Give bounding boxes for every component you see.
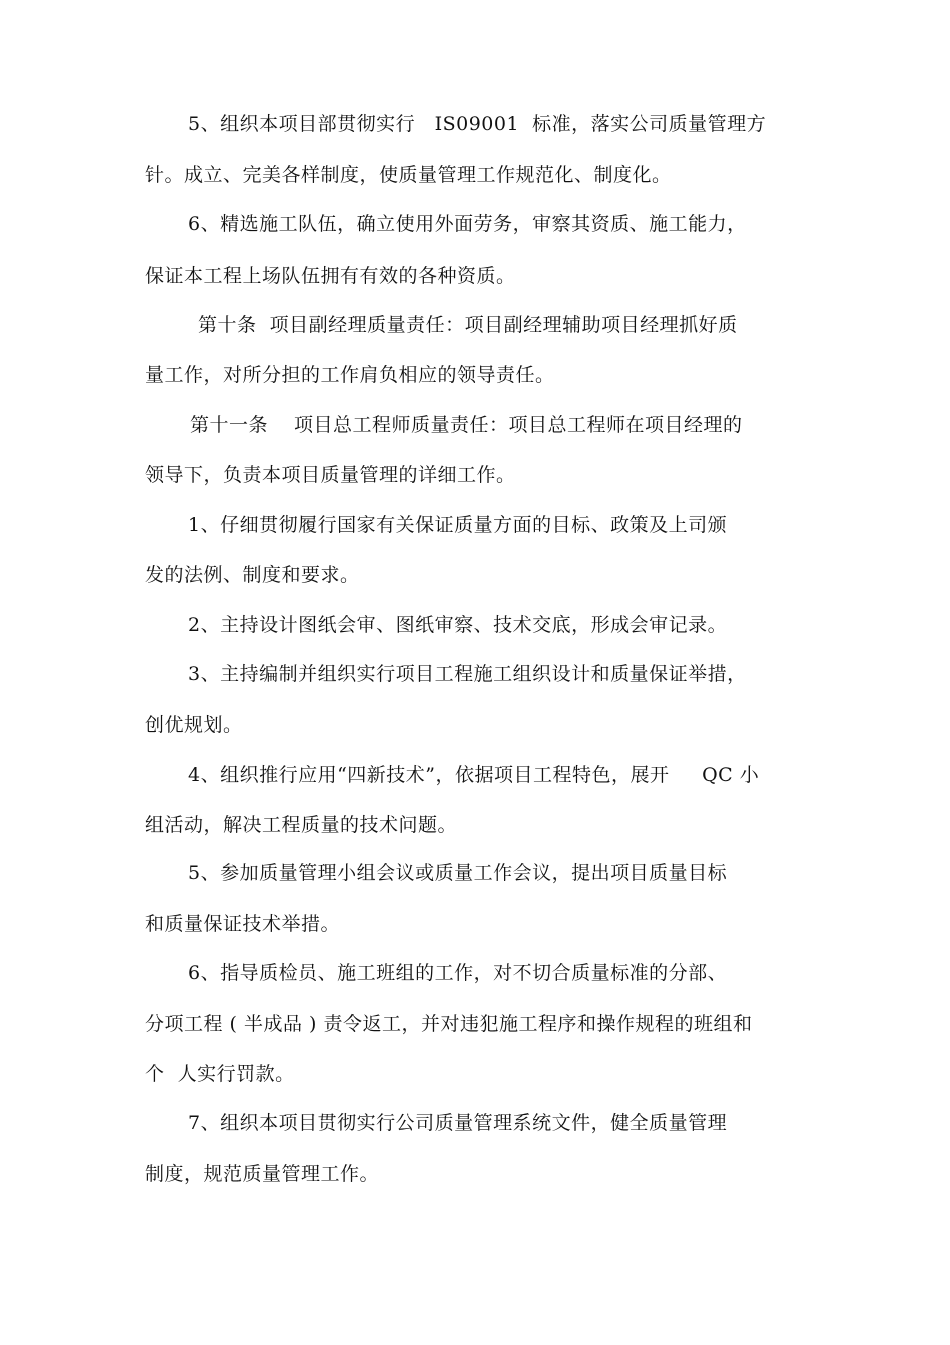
text-line: 制度，规范质量管理工作。 (145, 1163, 380, 1185)
text-line: 和质量保证技术举措。 (145, 913, 341, 935)
text-line: 针。成立、完美各样制度，使质量管理工作规范化、制度化。 (145, 164, 672, 186)
text-line: 6、指导质检员、施工班组的工作，对不切合质量标准的分部、 (188, 962, 728, 984)
text-line: 量工作，对所分担的工作肩负相应的领导责任。 (145, 364, 555, 386)
text-line: 第十一条 项目总工程师质量责任：项目总工程师在项目经理的 (190, 414, 743, 436)
text-line: 1、仔细贯彻履行国家有关保证质量方面的目标、政策及上司颁 (188, 514, 728, 536)
text-line: 创优规划。 (145, 714, 243, 736)
text-line: 3、主持编制并组织实行项目工程施工组织设计和质量保证举措， (188, 663, 747, 685)
text-line: 分项工程 ( 半成品 ) 责令返工，并对违犯施工程序和操作规程的班组和 (145, 1013, 753, 1035)
text-line: 个 人实行罚款。 (145, 1063, 295, 1085)
text-line: 7、组织本项目贯彻实行公司质量管理系统文件，健全质量管理 (188, 1112, 728, 1134)
text-line: 6、精选施工队伍，确立使用外面劳务，审察其资质、施工能力， (188, 213, 747, 235)
text-line: 保证本工程上场队伍拥有有效的各种资质。 (145, 265, 516, 287)
text-line: 2、主持设计图纸会审、图纸审察、技术交底，形成会审记录。 (188, 614, 728, 636)
text-line: 5、组织本项目部贯彻实行 IS09001 标准，落实公司质量管理方 (188, 113, 767, 135)
text-line: 4、组织推行应用“四新技术”，依据项目工程特色，展开 QC 小 (188, 764, 760, 786)
text-line: 5、参加质量管理小组会议或质量工作会议，提出项目质量目标 (188, 862, 728, 884)
text-line: 发的法例、制度和要求。 (145, 564, 360, 586)
text-line: 第十条 项目副经理质量责任：项目副经理辅助项目经理抓好质 (198, 314, 738, 336)
text-line: 领导下，负责本项目质量管理的详细工作。 (145, 464, 516, 486)
text-line: 组活动，解决工程质量的技术问题。 (145, 814, 458, 836)
